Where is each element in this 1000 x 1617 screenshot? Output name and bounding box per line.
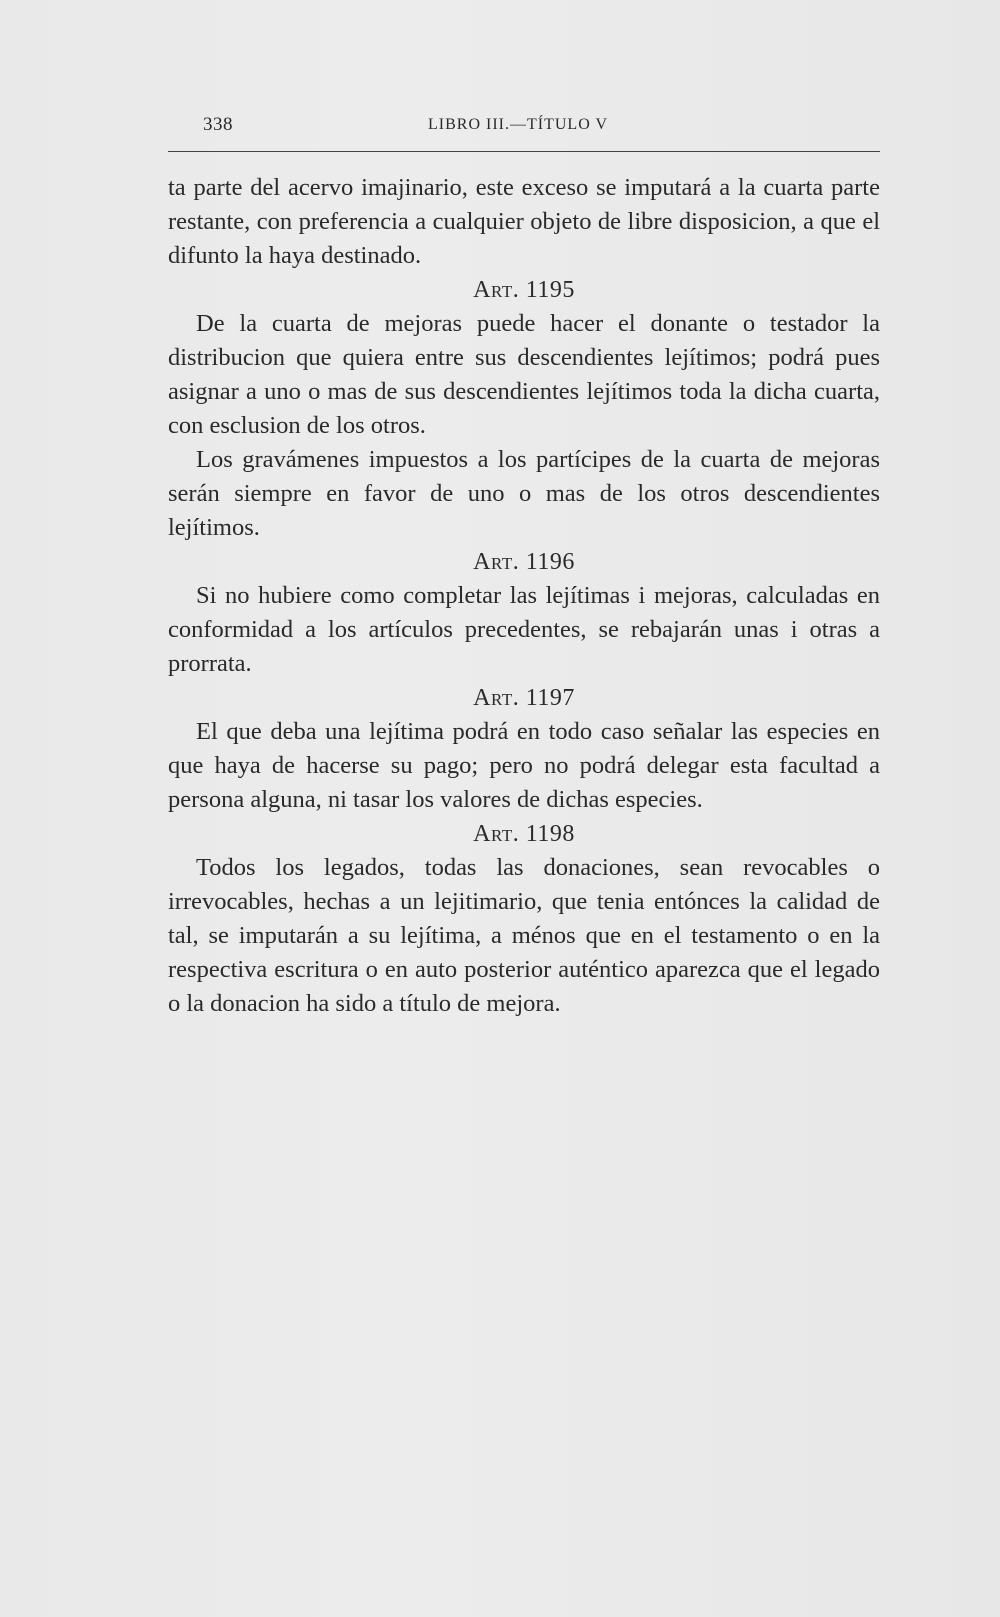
article-number: 1195 — [525, 277, 575, 303]
continuation-paragraph: ta parte del acervo imajinario, este exceso se imputará a la cuarta parte restante, con preferencia a cualquier objeto de libre disposicion, a que el difunto la haya destinado. — [168, 174, 880, 269]
article-label: Art. — [473, 549, 520, 575]
article-1195-paragraph-2: Los gravámenes impuestos a los partícipes de la cuarta de mejoras serán siempre en favor de uno o mas de los otros descendientes lejítimos. — [168, 446, 880, 541]
article-label: Art. — [473, 277, 520, 303]
article-heading-1197 — [168, 681, 880, 715]
article-1197-paragraph-1: El que deba una lejítima podrá en todo caso señalar las especies en que haya de hacerse su pago; pero no podrá delegar esta facultad a persona alguna, ni tasar los valores de dichas especies. — [168, 718, 880, 813]
page-header — [203, 114, 880, 144]
article-number: 1197 — [525, 685, 575, 711]
article-number: 1198 — [525, 821, 575, 847]
page-number: 338 — [203, 114, 233, 135]
article-heading-1196 — [168, 545, 880, 579]
article-heading-1198 — [168, 817, 880, 851]
page-body — [168, 171, 880, 1021]
article-1196-paragraph-1: Si no hubiere como completar las lejítimas i mejoras, calculadas en conformidad a los artículos precedentes, se rebajarán unas i otras a prorrata. — [168, 582, 880, 677]
article-1198-paragraph-1: Todos los legados, todas las donaciones, sean revocables o irrevocables, hechas a un lejitimario, que tenia entónces la calidad de tal, se imputarán a su lejítima, a ménos que en el testamento o en la respectiva escritura o en auto posterior auténtico aparezca que el legado o la donacion ha sido a título de mejora. — [168, 854, 880, 1017]
article-label: Art. — [473, 685, 520, 711]
article-number: 1196 — [525, 549, 575, 575]
article-heading-1195 — [168, 273, 880, 307]
article-label: Art. — [473, 821, 520, 847]
running-head: LIBRO III.—TÍTULO V — [428, 116, 609, 133]
header-rule — [168, 151, 880, 152]
article-1195-paragraph-1: De la cuarta de mejoras puede hacer el donante o testador la distribucion que quiera entre sus descendientes lejítimos; podrá pues asignar a uno o mas de sus descendientes lejítimos toda la dicha cuarta, con esclusion de los otros. — [168, 310, 880, 439]
